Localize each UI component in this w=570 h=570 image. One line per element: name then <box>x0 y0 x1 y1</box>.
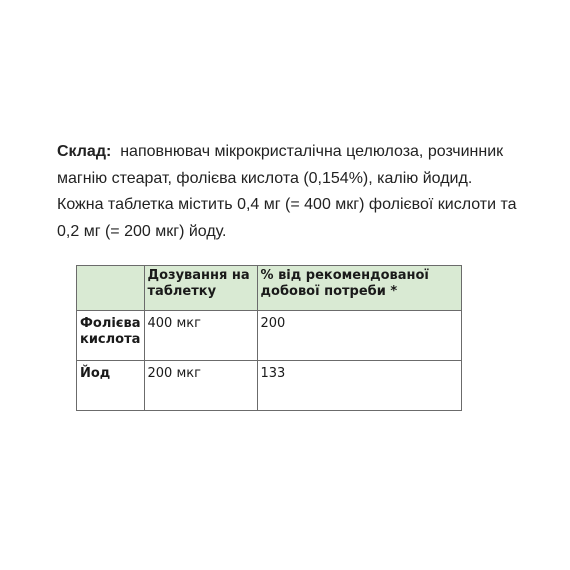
row-percent-folic-acid: 200 <box>257 311 461 361</box>
row-dose-iodine: 200 мкг <box>144 361 257 411</box>
table-row <box>77 311 462 361</box>
row-name-iodine: Йод <box>77 361 145 411</box>
composition-paragraph <box>57 139 517 245</box>
row-percent-iodine: 133 <box>257 361 461 411</box>
header-dose: Дозування на таблетку <box>144 266 257 311</box>
table-row <box>77 361 462 411</box>
row-name-folic-acid: Фолієва кислота <box>77 311 145 361</box>
nutrition-table <box>76 265 462 411</box>
composition-label: Склад: <box>57 143 112 160</box>
table-header-row <box>77 266 462 311</box>
header-empty-cell <box>77 266 145 311</box>
nutrition-table-wrapper <box>76 265 462 411</box>
composition-text: наповнювач мікрокристалічна целюлоза, розчинник магнію стеарат, фолієва кислота (0,154%), калію йодид. Кожна таблетка містить 0,4 мг (= 400 мкг) фолієвої кислоти та 0,2 мг (= 200 мкг) йоду. <box>57 143 517 240</box>
header-percent: % від рекомендованої добової потреби * <box>257 266 461 311</box>
row-dose-folic-acid: 400 мкг <box>144 311 257 361</box>
